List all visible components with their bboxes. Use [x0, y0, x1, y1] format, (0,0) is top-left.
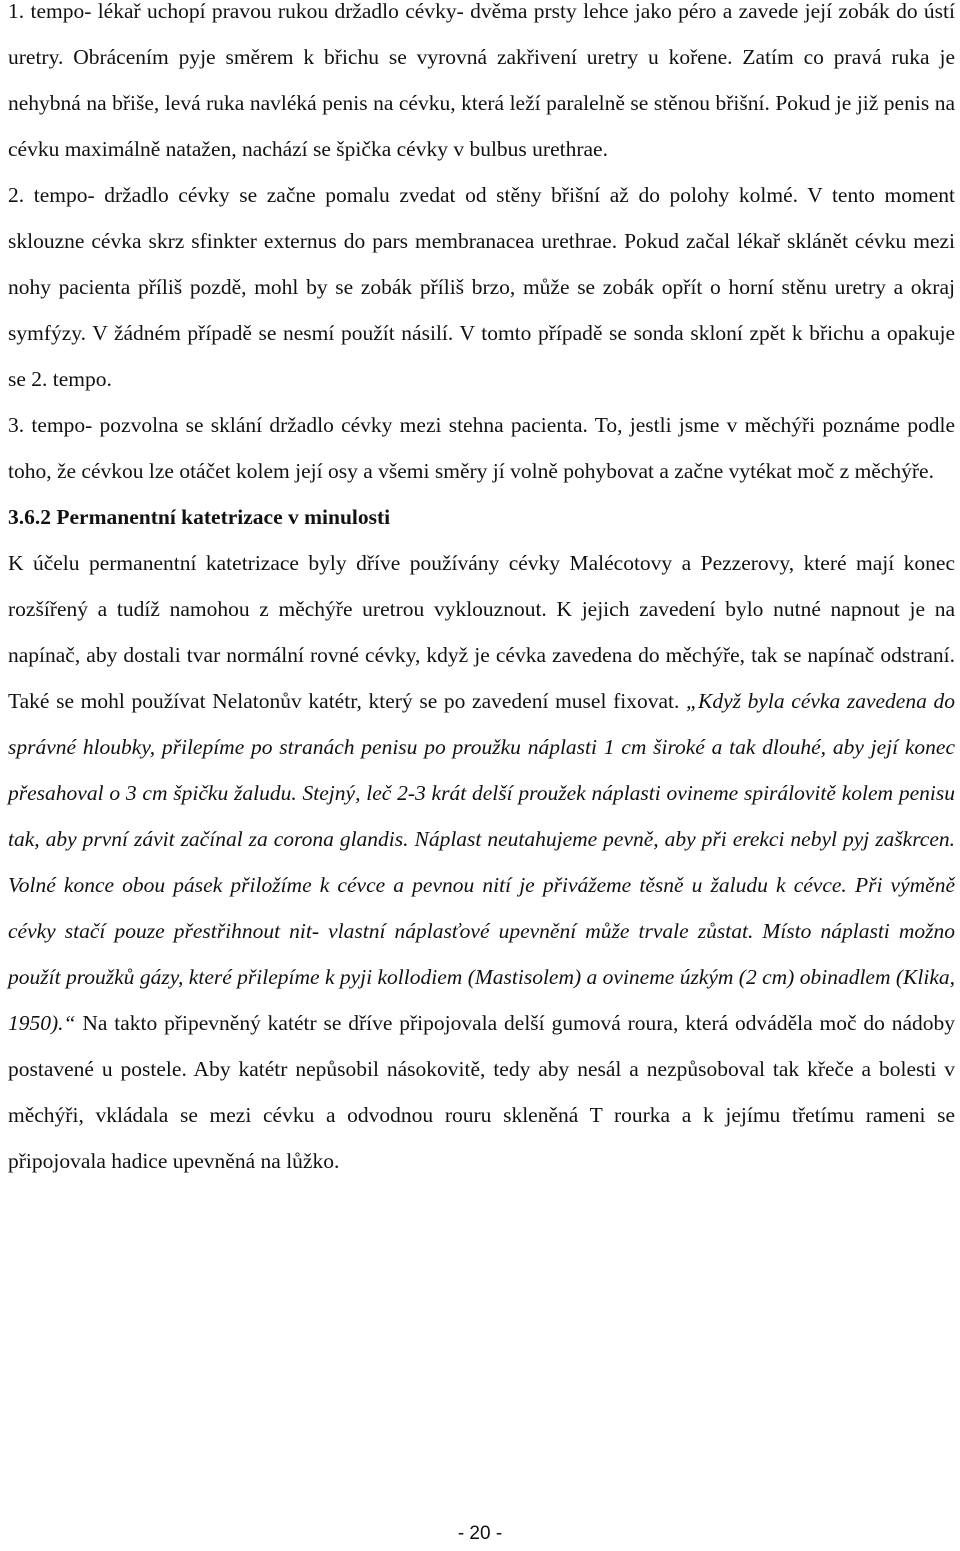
- section-quote: „Když byla cévka zavedena do správné hloubky, přilepíme po stranách penisu po proužku náplasti 1 cm široké a tak dlouhé, aby její konec přesahoval o 3 cm špičku žaludu. Stejný, leč 2-3 krát delší proužek náplasti ovineme spirálovitě kolem penisu tak, aby první závit začínal za corona glandis. Náplast neutahujeme pevně, aby při erekci nebyl pyj zaškrcen. Volné konce obou pásek přiložíme k cévce a pevnou nití je přivážeme těsně u žaludu k cévce. Při výměně cévky stačí pouze přestřihnout nit- vlastní náplasťové upevnění může trvale zůstat. Místo náplasti možno použít proužků gázy, které přilepíme k pyji kollodiem (Mastisolem) a ovineme úzkým (2 cm) obinadlem (Klika, 1950).“: [8, 689, 955, 1035]
- section-text-after-quote: Na takto připevněný katétr se dříve připojovala delší gumová roura, která odváděla moč do nádoby postavené u postele. Aby katétr nepůsobil násokovitě, tedy aby nesál a nezpůsoboval tak křeče a bolesti v měchýři, vkládala se mezi cévku a odvodnou rouru skleněná T rourka a k jejímu třetímu rameni se připojovala hadice upevněná na lůžko.: [8, 1011, 955, 1173]
- section-paragraph: [8, 540, 955, 1184]
- document-page: [8, 0, 955, 1184]
- section-heading: 3.6.2 Permanentní katetrizace v minulosti: [8, 505, 391, 529]
- paragraph-tempo-1: 1. tempo- lékař uchopí pravou rukou držadlo cévky- dvěma prsty lehce jako péro a zavede její zobák do ústí uretry. Obrácením pyje směrem k břichu se vyrovná zakřivení uretry u kořene. Zatím co pravá ruka je nehybná na břiše, levá ruka navléká penis na cévku, která leží paralelně se stěnou břišní. Pokud je již penis na cévku maximálně natažen, nachází se špička cévky v bulbus urethrae.: [8, 0, 955, 161]
- section-text-before-quote: K účelu permanentní katetrizace byly dříve používány cévky Malécotovy a Pezzerovy, které mají konec rozšířený a tudíž namohou z měchýře uretrou vyklouznout. K jejich zavedení bylo nutné napnout je na napínač, aby dostali tvar normální rovné cévky, když je cévka zavedena do měchýře, tak se napínač odstraní. Také se mohl používat Nelatonův katétr, který se po zavedení musel fixovat.: [8, 551, 955, 713]
- page-number: - 20 -: [457, 1523, 503, 1544]
- paragraph-tempo-2: 2. tempo- držadlo cévky se začne pomalu zvedat od stěny břišní až do polohy kolmé. V tento moment sklouzne cévka skrz sfinkter externus do pars membranacea urethrae. Pokud začal lékař sklánět cévku mezi nohy pacienta příliš pozdě, mohl by se zobák příliš brzo, může se zobák opřít o horní stěnu uretry a okraj symfýzy. V žádném případě se nesmí použít násilí. V tomto případě se sonda skloní zpět k břichu a opakuje se 2. tempo.: [8, 183, 955, 391]
- paragraph-tempo-3: 3. tempo- pozvolna se sklání držadlo cévky mezi stehna pacienta. To, jestli jsme v měchýři poznáme podle toho, že cévkou lze otáčet kolem její osy a všemi směry jí volně pohybovat a začne vytékat moč z měchýře.: [8, 413, 955, 483]
